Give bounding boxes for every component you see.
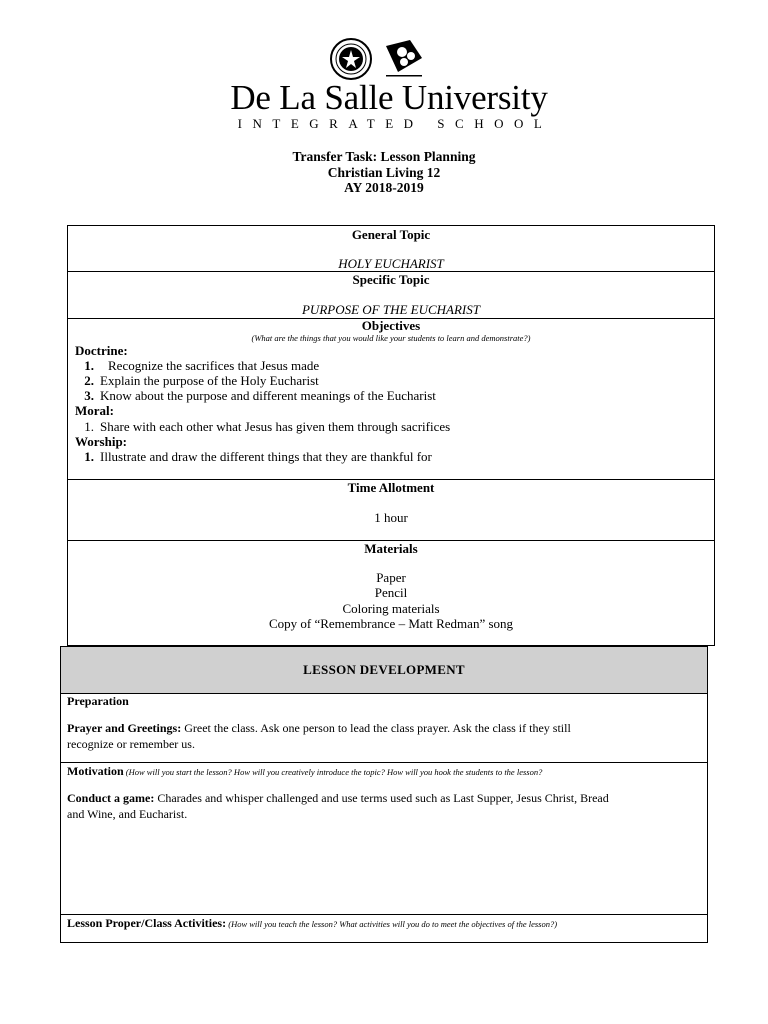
prayer-line-continued: recognize or remember us. bbox=[67, 737, 195, 751]
game-line: Conduct a game: Charades and whisper challenged and use terms used such as Last Supper, Jesus Christ, Bread bbox=[67, 791, 609, 805]
task-title: Transfer Task: Lesson Planning bbox=[292, 149, 476, 164]
integrated-school-emblem-logo bbox=[384, 38, 424, 78]
school-name: INTEGRATED SCHOOL bbox=[237, 116, 553, 131]
material-item: Paper bbox=[376, 570, 406, 585]
specific-topic-label: Specific Topic bbox=[352, 272, 430, 287]
general-topic-label: General Topic bbox=[351, 227, 431, 242]
lesson-proper-line: Lesson Proper/Class Activities: (How will you teach the lesson? What activities will you do to meet the objectives of the lesson?) bbox=[67, 916, 558, 930]
lesson-development-table bbox=[60, 646, 708, 943]
academic-year: AY 2018-2019 bbox=[344, 180, 424, 195]
material-item: Coloring materials bbox=[342, 601, 440, 616]
general-topic-value: HOLY EUCHARIST bbox=[338, 256, 444, 271]
specific-topic-value: PURPOSE OF THE EUCHARIST bbox=[301, 302, 480, 317]
material-item: Pencil bbox=[374, 585, 408, 600]
doctrine-item: 1. Recognize the sacrifices that Jesus made bbox=[84, 358, 320, 373]
preparation-label: Preparation bbox=[67, 694, 129, 708]
doctrine-label: Doctrine: bbox=[75, 343, 128, 358]
university-seal-logo bbox=[330, 38, 372, 80]
moral-label: Moral: bbox=[75, 403, 114, 418]
lesson-development-heading: LESSON DEVELOPMENT bbox=[61, 647, 707, 694]
objectives-note: (What are the things that you would like your students to learn and demonstrate?) bbox=[251, 333, 531, 343]
material-item: Copy of “Remembrance – Matt Redman” song bbox=[268, 616, 514, 631]
time-allotment-label: Time Allotment bbox=[347, 480, 435, 495]
university-name: De La Salle University bbox=[230, 78, 548, 117]
logo-row bbox=[0, 38, 768, 80]
motivation-line: Motivation (How will you start the lesson? How will you creatively introduce the topic? How will you hook the students to the lesson? bbox=[67, 764, 543, 778]
worship-label: Worship: bbox=[75, 434, 128, 449]
lesson-plan-table bbox=[67, 225, 715, 646]
materials-label: Materials bbox=[364, 541, 418, 556]
game-line-continued: and Wine, and Eucharist. bbox=[67, 807, 188, 821]
document-heading bbox=[0, 149, 768, 196]
moral-item: 1. Share with each other what Jesus has given them through sacrifices bbox=[84, 419, 451, 434]
doctrine-item: 3. Know about the purpose and different meanings of the Eucharist bbox=[84, 388, 436, 403]
time-allotment-value: 1 hour bbox=[374, 510, 408, 525]
prayer-line: Prayer and Greetings: Greet the class. Ask one person to lead the class prayer. Ask the class if they still bbox=[67, 721, 571, 735]
objectives-label: Objectives bbox=[361, 318, 421, 333]
course-name: Christian Living 12 bbox=[327, 164, 441, 180]
worship-item: 1. Illustrate and draw the different things that they are thankful for bbox=[84, 449, 432, 464]
doctrine-item: 2. Explain the purpose of the Holy Eucharist bbox=[84, 373, 319, 388]
